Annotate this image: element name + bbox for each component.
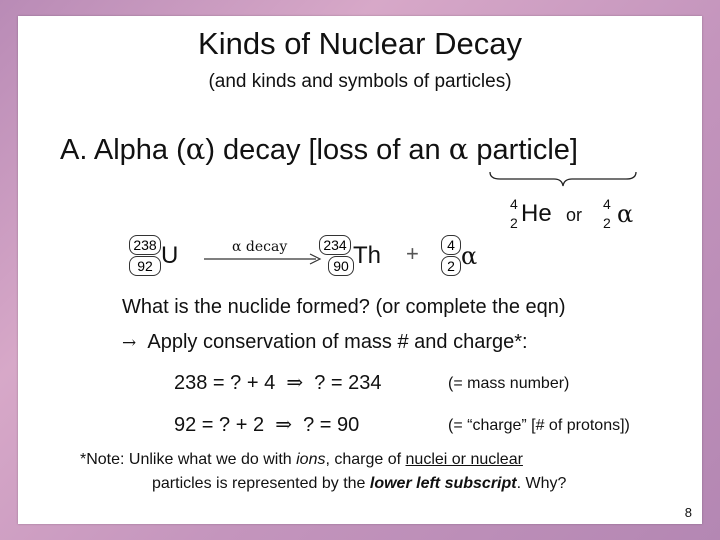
footnote-line-1: *Note: Unlike what we do with ions, charge of nuclei or nuclear <box>80 451 523 468</box>
uranium-mass-box: 238 <box>129 235 161 255</box>
arrow-icon: → <box>122 333 137 353</box>
helium-atomic: 2 <box>510 215 518 231</box>
alpha-symbol-2: α <box>448 132 469 166</box>
slide <box>18 16 702 524</box>
question-text: What is the nuclide formed? (or complete the eqn) <box>122 296 566 318</box>
alpha-product-symbol: α <box>461 242 478 270</box>
implies-icon: ⇒ <box>286 370 304 394</box>
thorium-atomic-box: 90 <box>328 256 354 276</box>
plus-sign: + <box>406 241 419 266</box>
apply-line <box>122 331 528 354</box>
alpha-atomic-box: 2 <box>441 256 461 276</box>
charge-equation-note: (= “charge” [# of protons]) <box>448 417 630 434</box>
page-number: 8 <box>684 505 692 520</box>
heading-suffix: particle] <box>468 134 578 166</box>
footnote-line-2: particles is represented by the lower left subscript. Why? <box>152 475 567 492</box>
alpha-mass-box: 4 <box>441 235 461 255</box>
or-text: or <box>566 205 583 225</box>
uranium-symbol: U <box>161 242 179 269</box>
implies-icon: ⇒ <box>275 412 292 436</box>
thorium-mass-box: 234 <box>319 235 351 255</box>
thorium-symbol: Th <box>353 242 382 269</box>
brace-icon <box>488 170 638 188</box>
slide-subtitle: (and kinds and symbols of particles) <box>208 71 512 92</box>
alpha-particle-symbol: α <box>617 200 634 228</box>
section-heading <box>60 132 578 167</box>
arrow-label: α decay <box>232 239 288 255</box>
heading-middle: ) decay [loss of an <box>205 134 449 166</box>
helium-symbol: He <box>521 200 552 227</box>
alpha-atomic: 2 <box>603 215 611 231</box>
mass-equation-note: (= mass number) <box>448 375 570 392</box>
charge-equation: 92 = ? + 2 ⇒ ? = 90 <box>174 412 360 436</box>
helium-mass: 4 <box>510 196 518 212</box>
uranium-atomic-box: 92 <box>129 256 161 276</box>
alpha-mass: 4 <box>603 196 611 212</box>
reaction-arrow-icon <box>204 253 324 265</box>
slide-title: Kinds of Nuclear Decay <box>198 26 522 61</box>
heading-prefix: A. Alpha ( <box>60 134 186 166</box>
apply-text: Apply conservation of mass # and charge*: <box>147 331 528 353</box>
alpha-symbol: α <box>185 132 206 166</box>
mass-equation: 238 = ? + 4 ⇒ ? = 234 <box>174 370 382 394</box>
